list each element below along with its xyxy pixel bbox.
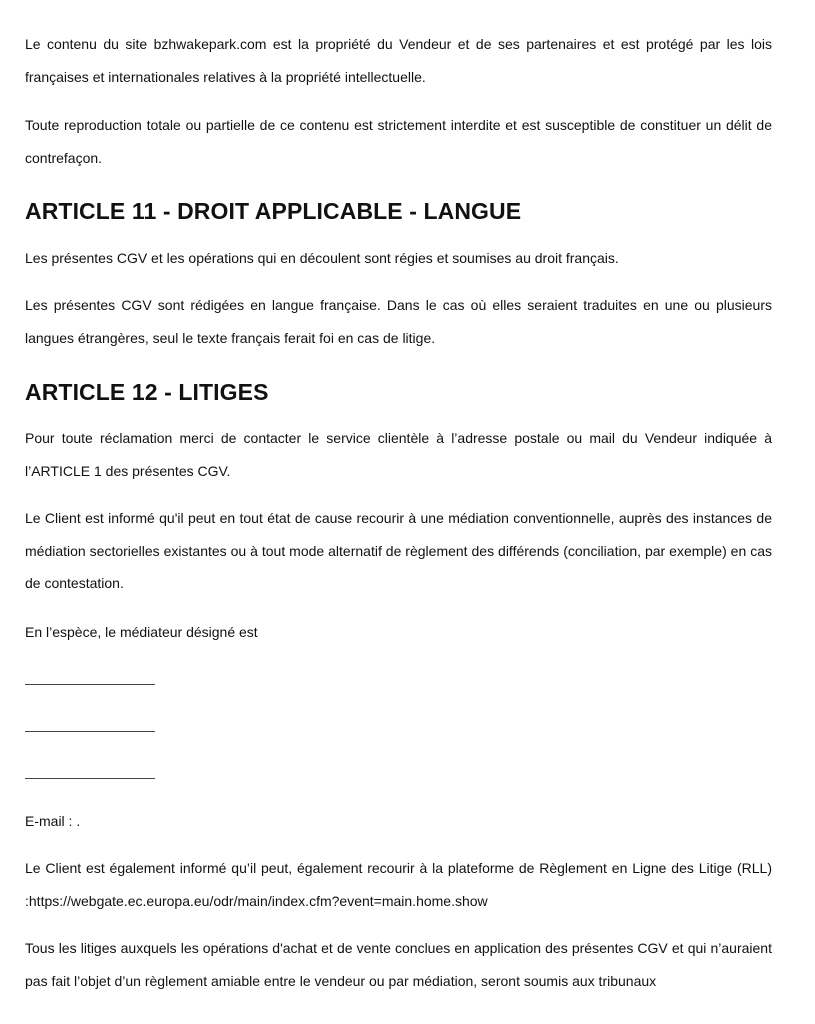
email-line: E-mail : .: [25, 813, 81, 829]
paragraph-mediation: Le Client est informé qu'il peut en tout état de cause recourir à une médiation conventionnelle, auprès des instances de médiation sectorielles existantes ou à tout mode alternatif de règlement des différends (conciliation, par exemple) en cas de contestation.: [25, 510, 772, 591]
rll-link[interactable]: https://webgate.ec.europa.eu/odr/main/index.cfm?event=main.home.show: [28, 892, 488, 909]
paragraph-applicable-law: Les présentes CGV et les opérations qui en découlent sont régies et soumises au droit français.: [25, 250, 619, 266]
paragraph-reproduction: Toute reproduction totale ou partielle de ce contenu est strictement interdite et est susceptible de constituer un délit de contrefaçon.: [25, 117, 772, 166]
paragraph-copyright: Le contenu du site bzhwakepark.com est la propriété du Vendeur et de ses partenaires et est protégé par les lois françaises et internationales relatives à la propriété intellectuelle.: [25, 36, 772, 85]
paragraph-rll-platform: [25, 852, 772, 917]
rll-text: Le Client est également informé qu’il peut, également recourir à la plateforme de Règlement en Ligne des Litige (RLL) :: [25, 860, 772, 909]
paragraph-mediator: En l’espèce, le médiateur désigné est: [25, 624, 258, 640]
article-11-heading: ARTICLE 11 - DROIT APPLICABLE - LANGUE: [25, 198, 522, 224]
mediator-blank-line-1: [25, 684, 155, 685]
mediator-blank-line-3: [25, 778, 155, 779]
paragraph-language: Les présentes CGV sont rédigées en langue française. Dans le cas où elles seraient traduites en une ou plusieurs langues étrangères, seul le texte français ferait foi en cas de litige.: [25, 297, 772, 346]
mediator-blank-line-2: [25, 731, 155, 732]
paragraph-complaints: Pour toute réclamation merci de contacter le service clientèle à l’adresse postale ou mail du Vendeur indiquée à l’ARTICLE 1 des présentes CGV.: [25, 430, 772, 479]
article-12-heading: ARTICLE 12 - LITIGES: [25, 379, 269, 405]
paragraph-disputes: Tous les litiges auxquels les opérations d'achat et de vente conclues en application des présentes CGV et qui n’auraient pas fait l’objet d’un règlement amiable entre le vendeur ou par médiation, seront soumis aux tribunaux: [25, 940, 772, 989]
